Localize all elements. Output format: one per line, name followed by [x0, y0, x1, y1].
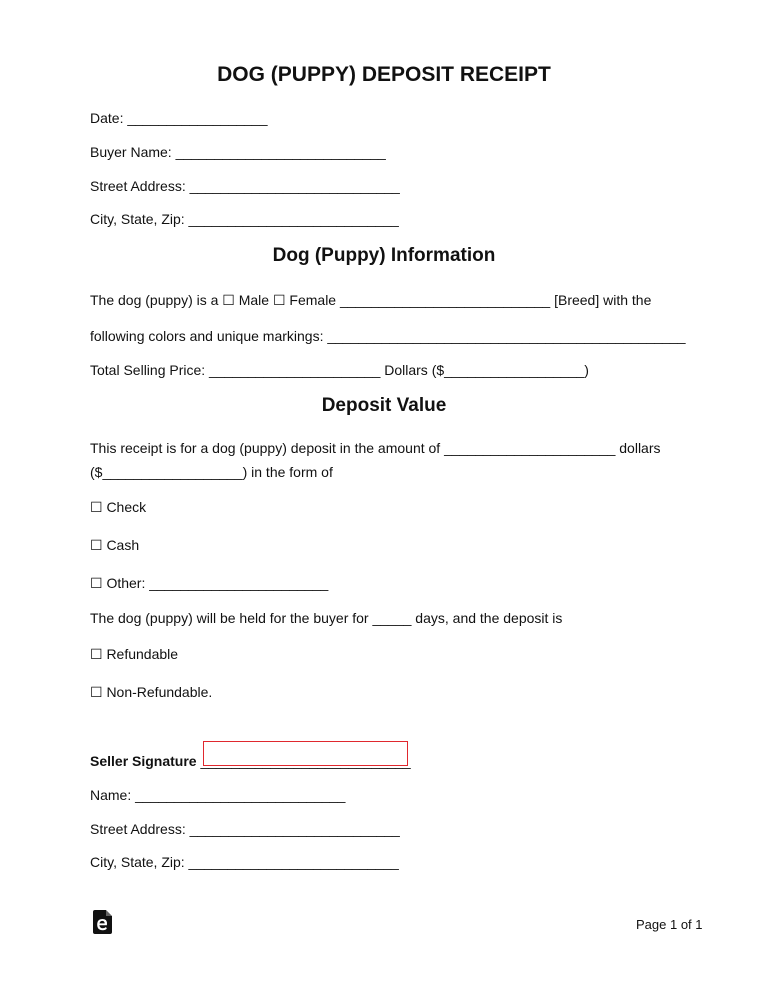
seller-signature-label: Seller Signature — [90, 753, 197, 769]
document-title: DOG (PUPPY) DEPOSIT RECEIPT — [217, 63, 551, 86]
dog-info-heading: Dog (Puppy) Information — [272, 245, 496, 266]
dog-sex-breed-line[interactable]: The dog (puppy) is a ☐ Male ☐ Female ___________________________ [Breed] with the — [90, 292, 652, 308]
seller-signature-line: ___________________________ — [196, 753, 411, 769]
refundable-checkbox[interactable]: ☐ Refundable — [90, 646, 179, 662]
deposit-form-line[interactable]: ($__________________) in the form of — [90, 464, 333, 480]
deposit-amount-line[interactable]: This receipt is for a dog (puppy) deposit in the amount of ______________________ dollars — [90, 440, 661, 456]
eforms-logo-icon — [93, 910, 113, 934]
buyer-street-field[interactable]: Street Address: ___________________________ — [90, 178, 400, 194]
cash-checkbox[interactable]: ☐ Cash — [90, 537, 140, 553]
date-field[interactable]: Date: __________________ — [90, 110, 268, 126]
held-days-line[interactable]: The dog (puppy) will be held for the buyer for _____ days, and the deposit is — [90, 610, 563, 626]
seller-city-field[interactable]: City, State, Zip: ___________________________ — [90, 854, 399, 870]
buyer-city-field[interactable]: City, State, Zip: ___________________________ — [90, 211, 399, 227]
deposit-value-heading: Deposit Value — [321, 395, 447, 416]
selling-price-line[interactable]: Total Selling Price: ______________________ Dollars ($__________________) — [90, 362, 589, 378]
page-number: Page 1 of 1 — [636, 917, 703, 932]
dog-markings-line[interactable]: following colors and unique markings: ______________________________________________ — [90, 328, 686, 344]
non-refundable-checkbox[interactable]: ☐ Non-Refundable. — [90, 684, 213, 700]
seller-street-field[interactable]: Street Address: ___________________________ — [90, 821, 400, 837]
seller-signature-field[interactable] — [203, 741, 408, 766]
check-checkbox[interactable]: ☐ Check — [90, 499, 147, 515]
seller-name-field[interactable]: Name: ___________________________ — [90, 787, 346, 803]
other-checkbox[interactable]: ☐ Other: _______________________ — [90, 575, 329, 591]
buyer-name-field[interactable]: Buyer Name: ___________________________ — [90, 144, 386, 160]
